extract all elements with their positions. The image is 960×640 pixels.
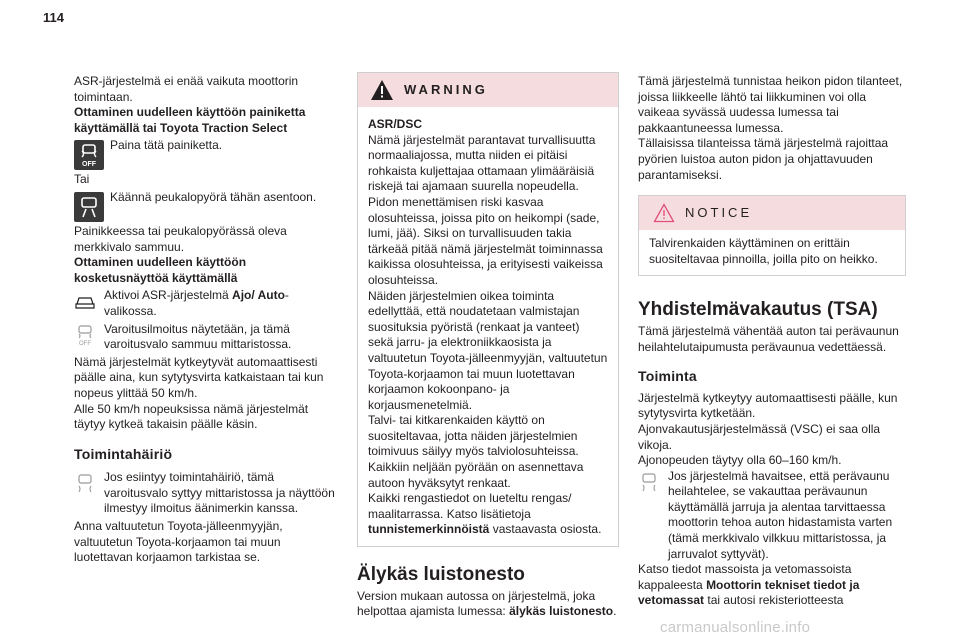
icon-row — [74, 138, 336, 170]
icon-row — [638, 469, 906, 563]
paragraph: Järjestelmä kytkeytyy automaattisesti päälle, kun sytytysvirta kytketään. — [638, 390, 898, 421]
column-1 — [74, 74, 336, 566]
icon-row — [74, 470, 336, 517]
section-heading: Yhdistelmävakautus (TSA) — [638, 299, 878, 321]
warning-title: ASR/DSC — [368, 117, 423, 131]
paragraph: Kaikki rengastiedot on lueteltu rengas/ maalitarrassa. Katso lisätietoja tunnistemerkinnöistä vastaavasta osiosta. — [368, 491, 602, 537]
paragraph: Katso tiedot massoista ja vetomassoista kappaleesta Moottorin tekniset tiedot ja vetomassat tai autosi rekisteriotteesta — [638, 562, 860, 608]
traction-warning-light-icon — [74, 472, 96, 494]
warning-body — [358, 107, 618, 546]
paragraph: Tällaisissa tilanteissa tämä järjestelmä rajoittaa pyörien luistoa auton pidon ja ohjattavuuden parantamiseksi. — [638, 136, 889, 182]
icon-text: Paina tätä painiketta. — [110, 138, 223, 153]
svg-text:OFF: OFF — [82, 161, 96, 169]
notice-label: NOTICE — [685, 205, 753, 221]
traction-off-warning-light-icon — [74, 324, 96, 346]
paragraph: Ajonopeuden täytyy olla 60–160 km/h. — [638, 453, 842, 468]
paragraph: Painikkeessa tai peukalopyörässä oleva merkkivalo sammuu. — [74, 223, 287, 254]
paragraph-bold: Ottaminen uudelleen käyttöön painiketta käyttämällä tai Toyota Traction Select — [74, 105, 306, 135]
paragraph-bold: Ottaminen uudelleen käyttöön kosketusnäyttöä käyttämällä — [74, 255, 247, 285]
watermark: carmanualsonline.info — [660, 619, 811, 636]
car-icon — [74, 290, 96, 312]
paragraph: Tai — [74, 172, 90, 187]
thumbwheel-icon — [74, 192, 104, 222]
warning-triangle-icon — [370, 79, 394, 101]
section-heading: Toiminta — [638, 368, 697, 385]
notice-body — [639, 230, 905, 275]
paragraph: Tämä järjestelmä tunnistaa heikon pidon tilanteet, joissa liikkeelle lähtö tai liikkuminen voi olla vaikeaa syvässä uudessa lumessa tai pakkaantuneessa lumessa. — [638, 74, 903, 135]
icon-row — [74, 322, 336, 353]
notice-triangle-icon — [653, 203, 675, 223]
paragraph: Näiden järjestelmien oikea toiminta edellyttää, että noudatetaan valmistajan suosituksia pyöristä (renkaat ja vanteet) sekä jarru- ja elektroniikkaosista ja valtuutetun Toyota-jälleenmyyjän, valtuutetun Toyota-korjaamon tai muun luotettavan korjaamon kokoonpano- ja korjausmenetelmiä. — [368, 288, 608, 412]
paragraph: Pidon menettämisen riski kasvaa olosuhteissa, joissa pito on heikompi (sade, lumi, jää). Siksi on turvallisuuden takia tärkeää pitää nämä järjestelmät toiminnassa kaikissa olosuhteissa, ja erityisesti vaikeissa olosuhteissa. — [368, 194, 603, 287]
svg-text:OFF: OFF — [79, 340, 91, 346]
paragraph: Version mukaan autossa on järjestelmä, joka helpottaa ajamista lumessa: älykäs luistonesto. — [357, 588, 617, 619]
section-heading: Älykäs luistonesto — [357, 564, 525, 586]
warning-box — [357, 72, 619, 547]
paragraph: Alle 50 km/h nopeuksissa nämä järjestelmät täytyy kytkeä takaisin päälle käsin. — [74, 401, 309, 432]
paragraph: ASR-järjestelmä ei enää vaikuta moottorin toimintaan. — [74, 74, 299, 104]
icon-row — [74, 190, 336, 222]
paragraph: Anna valtuutetun Toyota-jälleenmyyjän, valtuutetun Toyota-korjaamon tai muun luotettavan korjaamon tarkistaa se. — [74, 519, 283, 565]
paragraph: Nämä järjestelmät parantavat turvallisuutta normaaliajossa, mutta niiden ei pitäisi rohkaista kuljettajaa ottamaan ylimääräisiä riskejä tai ajamaan suurella nopeudella. — [368, 132, 596, 194]
paragraph: Nämä järjestelmät kytkeytyvät automaattisesti päälle aina, kun sytytysvirta katkaistaan tai kun nopeus ylittää 50 km/h. — [74, 354, 324, 400]
paragraph: Tämä järjestelmä vähentää auton tai perävaunun heilahtelutaipumusta perävaunua vedettäessä. — [638, 323, 899, 354]
paragraph: Kaikkiin neljään pyörään on asennettava autoon hyväksytyt renkaat. — [368, 460, 584, 490]
notice-box — [638, 195, 906, 276]
paragraph: Ajonvakautusjärjestelmässä (VSC) ei saa olla vikoja. — [638, 421, 881, 452]
icon-text: Varoitusilmoitus näytetään, ja tämä varoitusvalo sammuu mittaristossa. — [104, 321, 292, 352]
warning-header — [358, 73, 618, 107]
icon-text: Jos järjestelmä havaitsee, että perävaunu heilahtelee, se vakauttaa perävaunun käyttämällä jarruja ja alentaa tarvittaessa moottorin tehoa auton hidastamista varten (tämä merkkivalo vilkkuu mittaristossa, ja jarruvalot syttyvät). — [668, 468, 893, 561]
icon-text: Käännä peukalopyörä tähän asentoon. — [110, 189, 317, 204]
icon-text: Aktivoi ASR-järjestelmä Ajo/ Auto-valikossa. — [104, 288, 289, 318]
column-2 — [357, 74, 619, 620]
section-heading: Toimintahäiriö — [74, 445, 173, 462]
column-3 — [638, 74, 906, 609]
page-number: 114 — [43, 10, 64, 25]
icon-row — [74, 288, 336, 319]
vsc-warning-light-icon — [638, 471, 660, 493]
paragraph: Talvirenkaiden käyttäminen on erittäin suositeltavaa pinnoilla, joilla pito on heikko. — [649, 236, 878, 266]
warning-label: WARNING — [404, 82, 488, 98]
traction-off-button-icon — [74, 140, 104, 170]
paragraph: Talvi- tai kitkarenkaiden käyttö on suositeltavaa, jotta näiden järjestelmien toimivuus säilyy myös talviolosuhteissa. — [368, 413, 579, 459]
notice-header — [639, 196, 905, 230]
icon-text: Jos esiintyy toimintahäiriö, tämä varoitusvalo syttyy mittaristossa ja näyttöön ilmestyy ilmoitus äänimerkin kanssa. — [104, 470, 335, 516]
